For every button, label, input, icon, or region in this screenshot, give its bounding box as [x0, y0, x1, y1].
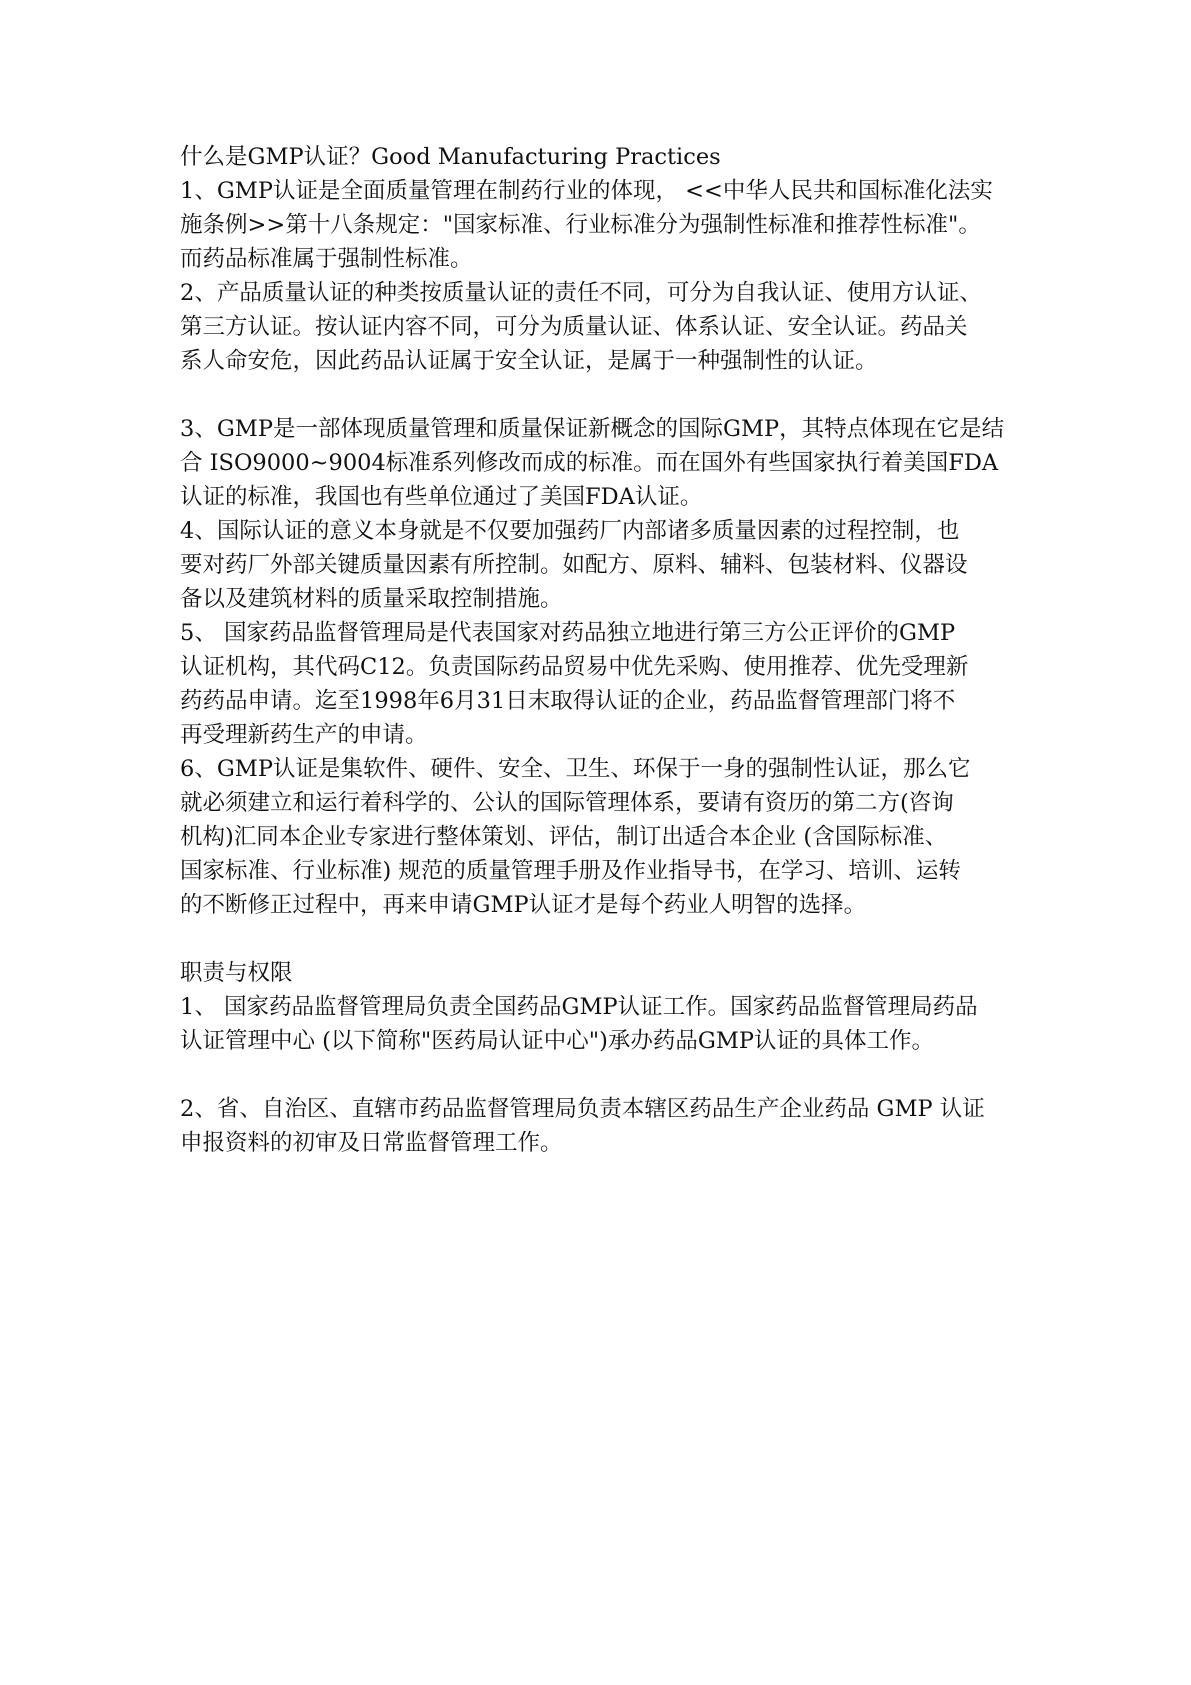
text-line: 第三方认证。按认证内容不同，可分为质量认证、体系认证、安全认证。药品关	[180, 314, 968, 340]
text-line: 1、 国家药品监督管理局负责全国药品GMP认证工作。国家药品监督管理局药品	[180, 994, 978, 1020]
blank-line	[180, 1058, 1020, 1092]
text-line: 认证的标准，我国也有些单位通过了美国FDA认证。	[180, 484, 703, 510]
document-body	[180, 140, 1020, 1160]
text-line: 3、GMP是一部体现质量管理和质量保证新概念的国际GMP，其特点体现在它是结	[180, 416, 1005, 442]
text-line: 认证管理中心 (以下简称"医药局认证中心")承办药品GMP认证的具体工作。	[180, 1028, 935, 1054]
text-line: 再受理新药生产的申请。	[180, 722, 428, 748]
text-line: 施条例>>第十八条规定："国家标准、行业标准分为强制性标准和推荐性标准"。	[180, 212, 981, 238]
text-line: 6、GMP认证是集软件、硬件、安全、卫生、环保于一身的强制性认证，那么它	[180, 756, 971, 782]
text-line: 国家标准、行业标准) 规范的质量管理手册及作业指导书，在学习、培训、运转	[180, 858, 961, 884]
text-line: 合 ISO9000~9004标准系列修改而成的标准。而在国外有些国家执行着美国FDA	[180, 450, 999, 476]
text-line: 药药品申请。迄至1998年6月31日末取得认证的企业，药品监督管理部门将不	[180, 688, 956, 714]
text-line: 申报资料的初审及日常监督管理工作。	[180, 1130, 563, 1156]
document-title: 什么是GMP认证？Good Manufacturing Practices	[180, 144, 721, 170]
text-line: 2、省、自治区、直辖市药品监督管理局负责本辖区药品生产企业药品 GMP 认证	[180, 1096, 985, 1122]
text-line: 1、GMP认证是全面质量管理在制药行业的体现， <<中华人民共和国标准化法实	[180, 178, 993, 204]
blank-line	[180, 378, 1020, 412]
text-line: 备以及建筑材料的质量采取控制措施。	[180, 586, 563, 612]
text-line: 的不断修正过程中，再来申请GMP认证才是每个药业人明智的选择。	[180, 892, 867, 918]
text-line: 2、产品质量认证的种类按质量认证的责任不同，可分为自我认证、使用方认证、	[180, 280, 982, 306]
text-line: 就必须建立和运行着科学的、公认的国际管理体系，要请有资历的第二方(咨询	[180, 790, 954, 816]
text-line: 4、国际认证的意义本身就是不仅要加强药厂内部诸多质量因素的过程控制，也	[180, 518, 960, 544]
text-line: 5、 国家药品监督管理局是代表国家对药品独立地进行第三方公正评价的GMP	[180, 620, 956, 646]
blank-line	[180, 922, 1020, 956]
section-heading: 职责与权限	[180, 960, 293, 986]
text-line: 要对药厂外部关键质量因素有所控制。如配方、原料、辅料、包装材料、仪器设	[180, 552, 968, 578]
text-line: 认证机构，其代码C12。负责国际药品贸易中优先采购、使用推荐、优先受理新	[180, 654, 969, 680]
text-line: 机构)汇同本企业专家进行整体策划、评估，制订出适合本企业 (含国际标准、	[180, 824, 948, 850]
text-line: 而药品标准属于强制性标准。	[180, 246, 473, 272]
text-line: 系人命安危，因此药品认证属于安全认证，是属于一种强制性的认证。	[180, 348, 878, 374]
